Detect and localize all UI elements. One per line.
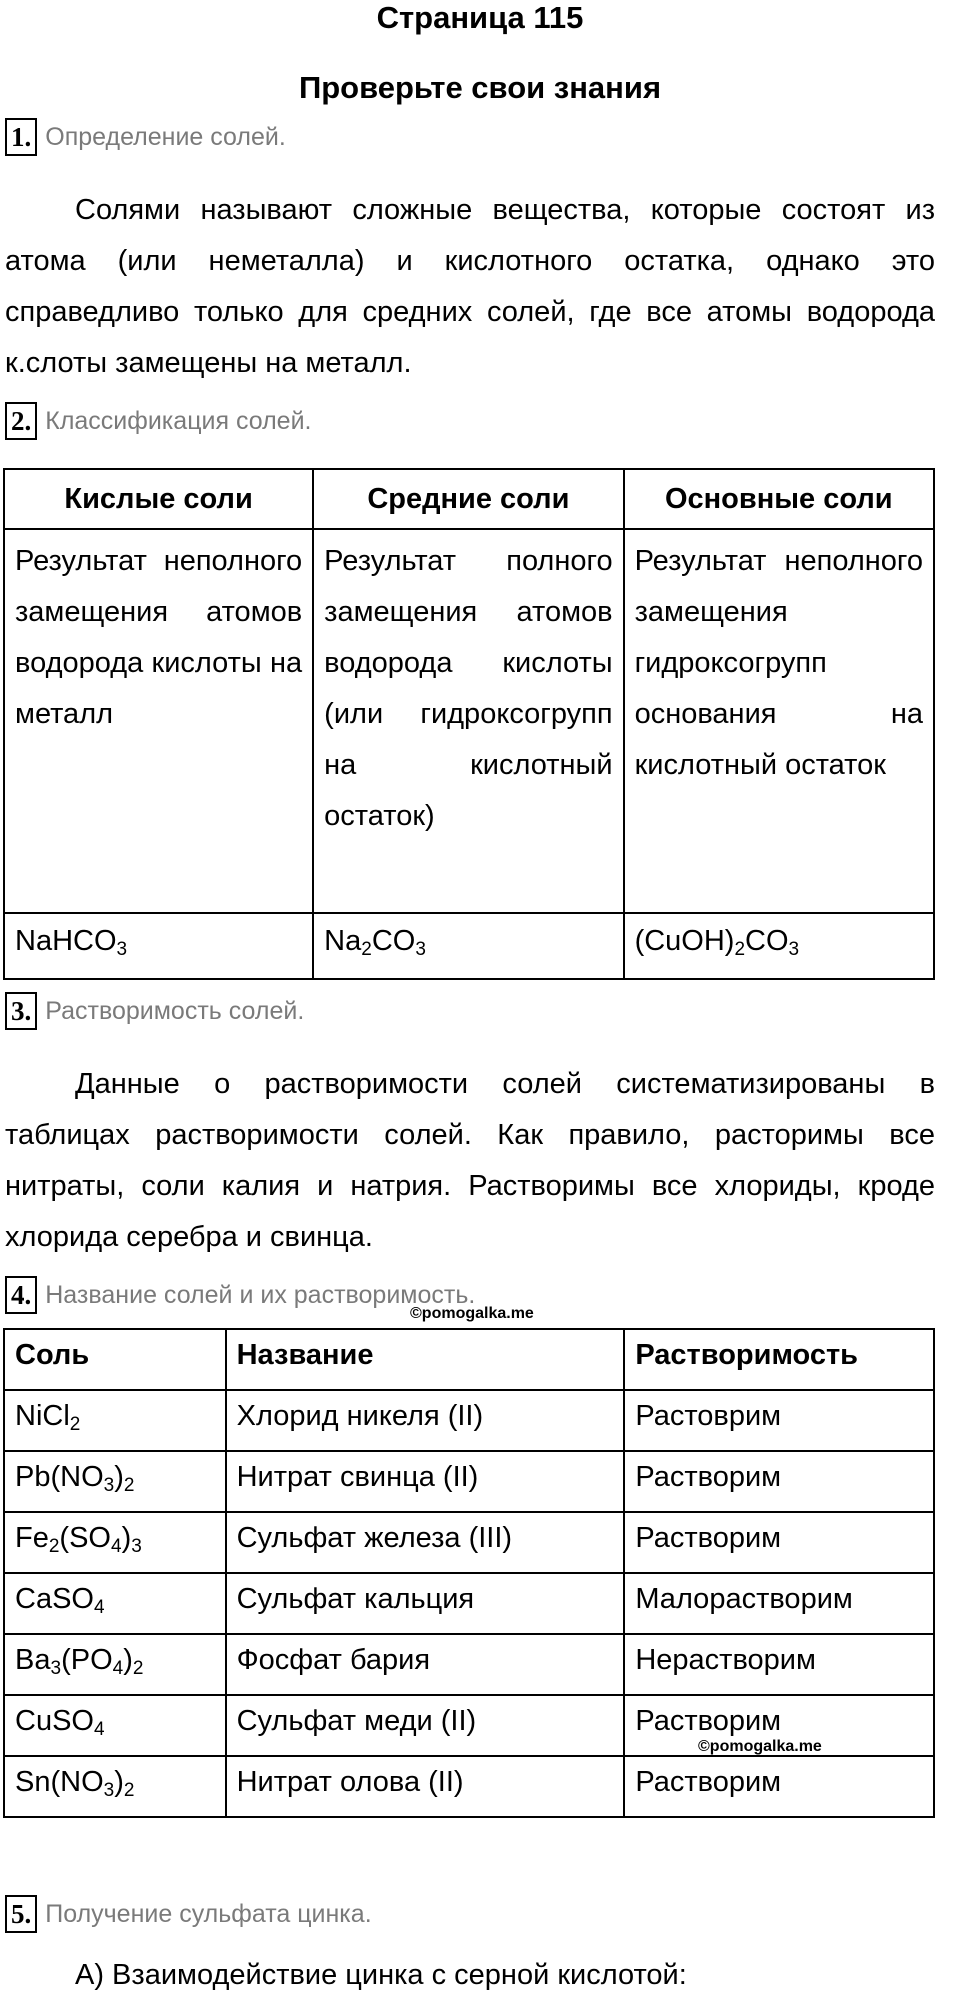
header-basic-salts: Основные соли (624, 469, 934, 529)
salt-name: Сульфат железа (III) (226, 1512, 625, 1573)
table-row (4, 529, 934, 913)
table-row (4, 1390, 934, 1451)
section-number: 3. (5, 992, 37, 1030)
section-2-heading (5, 402, 312, 440)
page-subtitle: Проверьте свои знания (298, 70, 662, 105)
section-title: Классификация солей. (45, 406, 312, 435)
table-row (4, 1634, 934, 1695)
basic-salt-formula: $(CuOH)_2CO_3$ (624, 913, 934, 979)
salt-formula: CaSO$_4$ (4, 1573, 226, 1634)
salt-name: Сульфат кальция (226, 1573, 625, 1634)
classification-table (3, 468, 935, 980)
header-normal-salts: Средние соли (313, 469, 623, 529)
salt-solubility: Растворим (624, 1756, 934, 1817)
salt-name: Нитрат олова (II) (226, 1756, 625, 1817)
table-row (4, 913, 934, 979)
section-3-heading (5, 992, 304, 1030)
salt-formula: $Ba_3(PO_4)_2$ (4, 1634, 226, 1695)
header-acid-salts: Кислые соли (4, 469, 313, 529)
salt-name: Сульфат меди (II) (226, 1695, 625, 1756)
salt-formula: $Fe_2(SO_4)_3$ (4, 1512, 226, 1573)
section-title: Растворимость солей. (45, 996, 305, 1025)
salt-solubility: Растоврим (624, 1390, 934, 1451)
paragraph-text: Солями называют сложные вещества, которые состоят из атома (или неметалла) и кислотного остатка, однако это справедливо только для средних солей, где все атомы водорода к.слоты замещены на металл. (5, 194, 935, 379)
page-title: Страница 115 (376, 0, 584, 35)
salt-name: Хлорид никеля (II) (226, 1390, 625, 1451)
salt-solubility: Растворим (624, 1512, 934, 1573)
section-title: Получение сульфата цинка. (45, 1899, 372, 1928)
salt-solubility: Малорастворим (624, 1573, 934, 1634)
salt-formula: CuSO$_4$ (4, 1695, 226, 1756)
table-header-row (4, 469, 934, 529)
table-header-row (4, 1329, 934, 1390)
salt-formula: $Sn(NO_3)_2$ (4, 1756, 226, 1817)
section-number: 5. (5, 1895, 37, 1933)
header-solubility: Растворимость (624, 1329, 934, 1390)
acid-salts-description: Результат неполного замещения атомов водорода кислоты на металл (4, 529, 313, 913)
paragraph-text: А) Взаимодействие цинка с серной кислотой: (75, 1959, 687, 1991)
watermark: ©pomogalka.me (410, 1305, 534, 1322)
section-title: Определение солей. (45, 122, 286, 151)
salt-solubility: Растворим (624, 1451, 934, 1512)
section-title: Название солей и их растворимость. (45, 1280, 476, 1309)
paragraph-zinc-sulfate (5, 1950, 935, 2001)
section-1-heading (5, 118, 286, 156)
paragraph-solubility (5, 1059, 935, 1263)
normal-salt-formula: $Na_2CO_3$ (313, 913, 623, 979)
paragraph-salt-definition (5, 185, 935, 389)
watermark: ©pomogalka.me (698, 1738, 822, 1755)
table-row (4, 1512, 934, 1573)
paragraph-text: Данные о растворимости солей систематизированы в таблицах растворимости солей. Как правило, расторимы все нитраты, соли калия и натрия. Растворимы все хлориды, кроде хлорида серебра и свинца. (5, 1068, 935, 1253)
normal-salts-description: Результат полного замещения атомов водорода кислоты (или гидроксогрупп на кислотный остаток) (313, 529, 623, 913)
salt-solubility: Нерастворим (624, 1634, 934, 1695)
header-salt: Соль (4, 1329, 226, 1390)
basic-salts-description: Результат неполного замещения гидроксогрупп основания на кислотный остаток (624, 529, 934, 913)
table-row (4, 1756, 934, 1817)
section-number: 1. (5, 118, 37, 156)
salt-name: Нитрат свинца (II) (226, 1451, 625, 1512)
section-number: 4. (5, 1276, 37, 1314)
acid-salt-formula: NaHCO$_3$ (4, 913, 313, 979)
section-4-heading (5, 1276, 475, 1314)
section-5-heading (5, 1895, 372, 1933)
header-name: Название (226, 1329, 625, 1390)
salt-solubility: Растворим (624, 1695, 934, 1756)
salt-name: Фосфат бария (226, 1634, 625, 1695)
section-number: 2. (5, 402, 37, 440)
salt-formula: $Pb(NO_3)_2$ (4, 1451, 226, 1512)
table-row (4, 1451, 934, 1512)
table-row (4, 1573, 934, 1634)
salt-formula: NiCl$_2$ (4, 1390, 226, 1451)
